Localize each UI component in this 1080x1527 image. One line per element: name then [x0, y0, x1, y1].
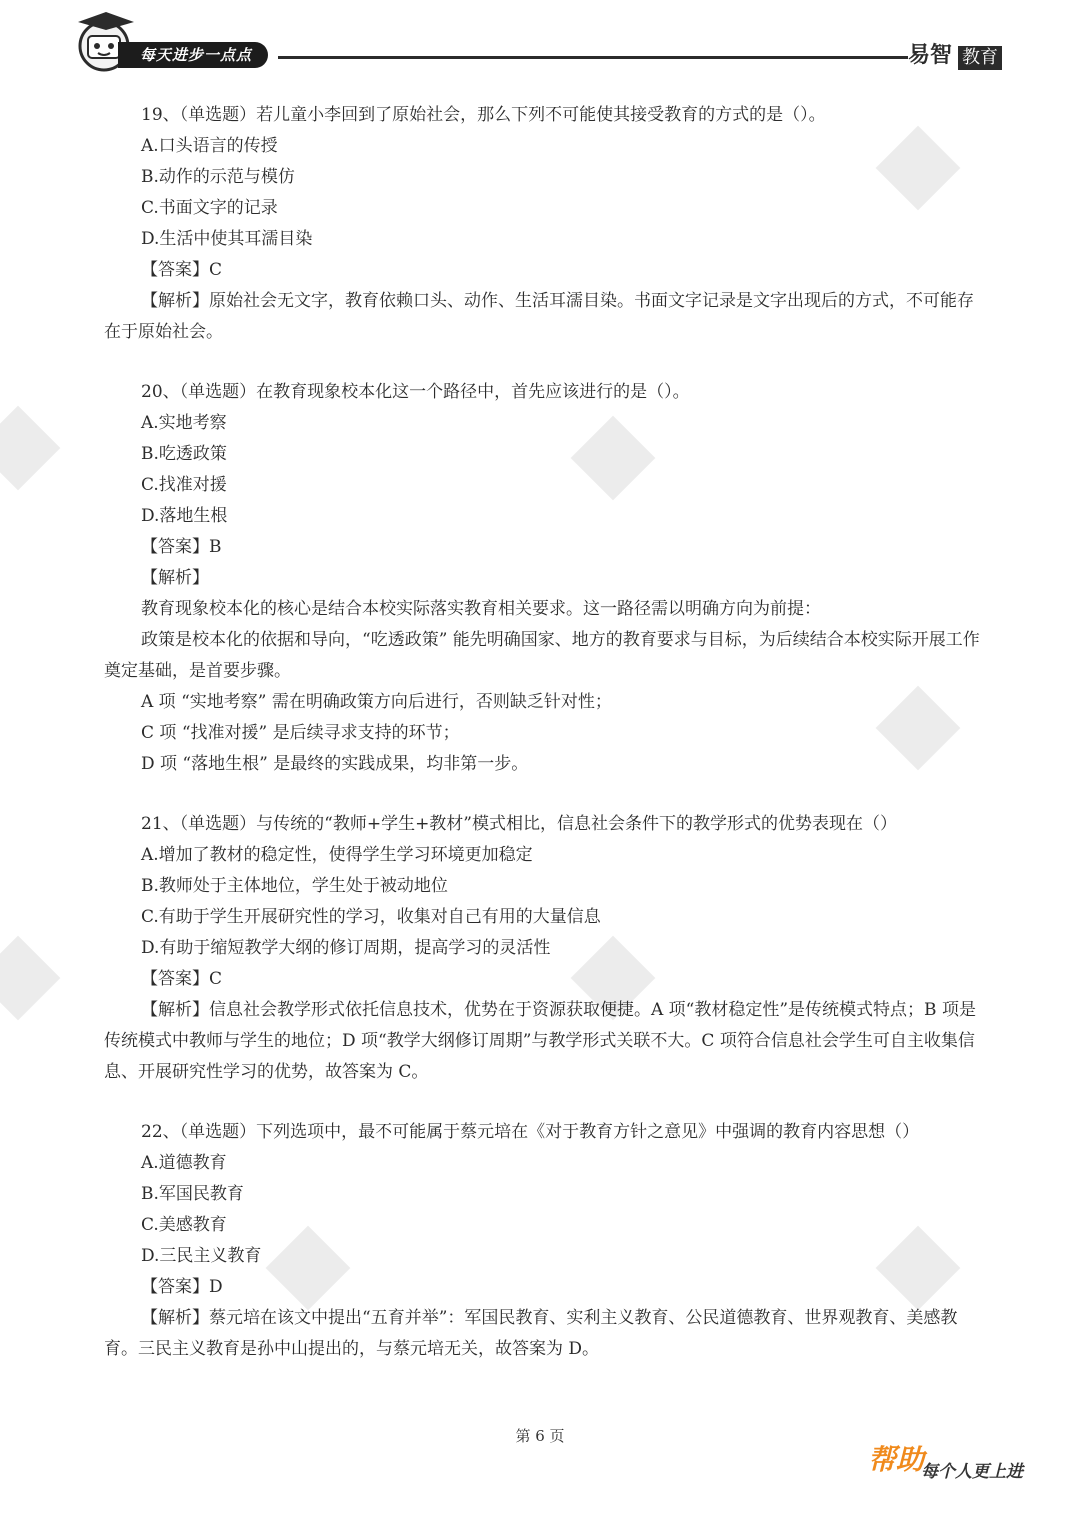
text-line: 19、（单选题）若儿童小李回到了原始社会，那么下列不可能使其接受教育的方式的是（）。 — [141, 105, 826, 125]
header-divider — [278, 56, 908, 59]
text-line: 22、（单选题）下列选项中，最不可能属于蔡元培在《对于教育方针之意见》中强调的教育内容思想（） — [141, 1122, 920, 1142]
text-line: B.吃透政策 — [141, 444, 227, 464]
text-line: 【解析】蔡元培在该文中提出“五育并举”：军国民教育、实利主义教育、公民道德教育、世界观教育、美感教育。三民主义教育是孙中山提出的，与蔡元培无关，故答案为 D。 — [104, 1308, 958, 1359]
watermark-logo-icon — [0, 930, 66, 1026]
text-line: 【答案】B — [141, 537, 222, 557]
text-line: C.找准对援 — [141, 475, 227, 495]
slogan-text: 每个人更上进 — [921, 1462, 1023, 1482]
spacer — [104, 348, 980, 377]
text-line: 【答案】D — [141, 1277, 223, 1297]
text-line: 【解析】信息社会教学形式依托信息技术，优势在于资源获取便捷。A 项“教材稳定性”是传统模式特点；B 项是传统模式中教师与学生的地位；D 项“教学大纲修订周期”与教学形式关联不大。C 项符合信息社会学生可自主收集信息、开展研究性学习的优势，故答案为 C。 — [104, 1000, 976, 1082]
text-line: A.增加了教材的稳定性，使得学生学习环境更加稳定 — [141, 845, 533, 865]
text-line: 【答案】C — [141, 969, 223, 989]
text-line: C.有助于学生开展研究性的学习，收集对自己有用的大量信息 — [141, 907, 601, 927]
text-line: 21、（单选题）与传统的“教师+学生+教材”模式相比，信息社会条件下的教学形式的优势表现在（） — [141, 814, 898, 834]
text-line: B.教师处于主体地位，学生处于被动地位 — [141, 876, 448, 896]
text-line: B.军国民教育 — [141, 1184, 244, 1204]
spacer — [104, 1088, 980, 1117]
text-line: A.道德教育 — [141, 1153, 227, 1173]
text-line: D 项 “落地生根” 是最终的实践成果，均非第一步。 — [141, 754, 529, 774]
text-line: 教育现象校本化的核心是结合本校实际落实教育相关要求。这一路径需以明确方向为前提： — [141, 599, 821, 619]
spacer — [104, 780, 980, 809]
text-line: 【解析】 — [141, 568, 209, 588]
text-line: C 项 “找准对援” 是后续寻求支持的环节； — [141, 723, 460, 743]
text-line: D.生活中使其耳濡目染 — [141, 229, 313, 249]
text-line: 20、（单选题）在教育现象校本化这一个路径中，首先应该进行的是（）。 — [141, 382, 690, 402]
text-line: D.三民主义教育 — [141, 1246, 262, 1266]
text-line: A.实地考察 — [141, 413, 227, 433]
watermark-logo-icon — [0, 400, 66, 496]
brand-name: 易智 — [908, 43, 953, 68]
document-body — [104, 100, 980, 1365]
slogan-mark: 帮助 — [868, 1443, 925, 1476]
text-line: 【答案】C — [141, 260, 223, 280]
text-line: 政策是校本化的依据和导向，“吃透政策” 能先明确国家、地方的教育要求与目标，为后续结合本校实际开展工作奠定基础，是首要步骤。 — [104, 630, 980, 681]
text-line: A 项 “实地考察” 需在明确政策方向后进行，否则缺乏针对性； — [141, 692, 612, 712]
text-line: B.动作的示范与模仿 — [141, 167, 295, 187]
text-line: C.美感教育 — [141, 1215, 227, 1235]
text-line: D.有助于缩短教学大纲的修订周期，提高学习的灵活性 — [141, 938, 551, 958]
page-header — [0, 0, 1080, 80]
brand-badge: 教育 — [958, 46, 1002, 70]
text-line: 【解析】原始社会无文字，教育依赖口头、动作、生活耳濡目染。书面文字记录是文字出现后的方式，不可能存在于原始社会。 — [104, 291, 974, 342]
text-line: C.书面文字的记录 — [141, 198, 278, 218]
text-line: D.落地生根 — [141, 506, 228, 526]
page-number: 第 6 页 — [515, 1427, 565, 1445]
header-banner: 每天进步一点点 — [118, 42, 268, 68]
text-line: A.口头语言的传授 — [141, 136, 278, 156]
